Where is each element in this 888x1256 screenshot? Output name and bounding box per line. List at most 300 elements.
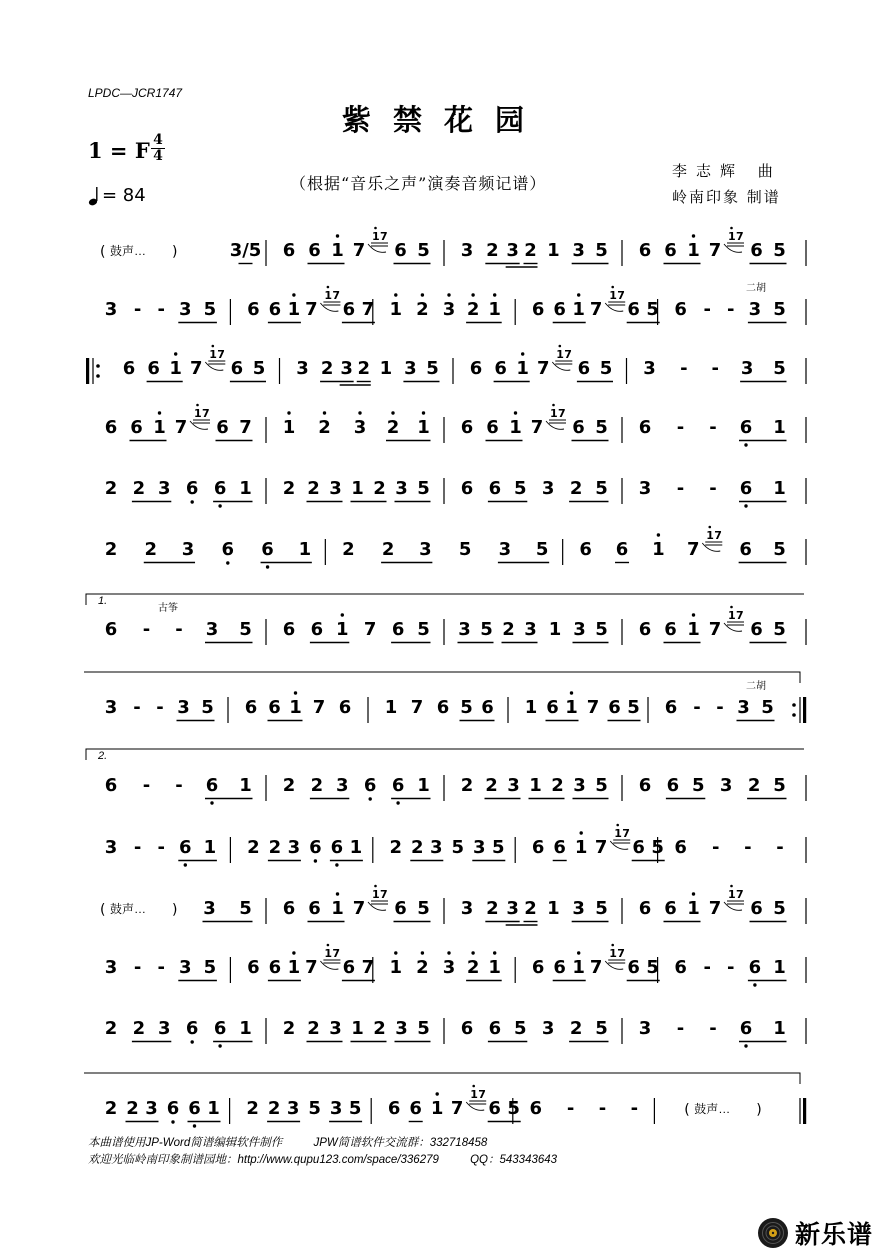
note: 6 (460, 1018, 474, 1039)
note: 3 (430, 837, 443, 858)
note: 6 (674, 299, 687, 320)
note: 5 (417, 478, 430, 499)
note: 6 (104, 775, 118, 796)
drum-cue-label: 鼓声… (110, 244, 147, 258)
footer-qq-note: QQ：543343643 (470, 1154, 558, 1166)
note: 6 (572, 417, 585, 438)
sustain-dash: - (133, 957, 142, 978)
note: 3 (286, 1098, 300, 1119)
sustain-dash: - (693, 697, 701, 718)
note: 1 (417, 417, 430, 438)
note: 2 (307, 1018, 320, 1039)
low-octave-dot (396, 801, 399, 804)
sustain-dash: - (133, 697, 141, 718)
svg-text:7: 7 (558, 407, 566, 420)
note: 1 (687, 898, 700, 919)
footer-software-note: 本曲谱使用JP-Word简谱编辑软件制作 (88, 1137, 283, 1149)
staff-line-11 (84, 880, 808, 936)
sustain-dash: - (157, 299, 165, 320)
note: 5 (203, 299, 217, 320)
sustain-dash: - (142, 775, 151, 796)
note: 6 (638, 417, 652, 438)
note: 3/5 (229, 240, 262, 261)
note: 3 (740, 358, 754, 379)
note: 6 (608, 697, 621, 718)
high-octave-dot (336, 892, 339, 895)
svg-text:(: ( (100, 902, 106, 918)
note: 7 (174, 417, 188, 438)
note: 7 (305, 299, 318, 320)
low-octave-dot (744, 443, 747, 446)
note: 6 (188, 1098, 201, 1119)
note: 1 (572, 299, 585, 320)
svg-text:7: 7 (380, 888, 388, 901)
note: 6 (213, 478, 227, 499)
note: 2 (282, 478, 296, 499)
erhu-label: 二胡 (746, 283, 766, 294)
note: 1 (351, 1018, 364, 1039)
note: 2 (486, 240, 499, 261)
note: 5 (458, 539, 472, 560)
note: 2 (357, 358, 371, 379)
note: 6 (247, 957, 260, 978)
quarter-note-icon (88, 186, 100, 206)
note: 3 (179, 957, 192, 978)
note: 3 (181, 539, 195, 560)
high-octave-dot (570, 691, 573, 694)
drum-cue-label: 鼓声… (110, 902, 147, 916)
note: 5 (417, 1018, 430, 1039)
note: 1 (287, 299, 301, 320)
note: 6 (553, 837, 566, 858)
sustain-dash: - (157, 957, 165, 978)
grace-note: 1 (470, 1088, 478, 1101)
note: 2 (310, 775, 324, 796)
note: 3 (460, 898, 474, 919)
svg-text:7: 7 (617, 947, 625, 960)
note: 1 (529, 775, 542, 796)
note: 2 (132, 1018, 146, 1039)
low-octave-dot (184, 863, 187, 866)
note: 3 (296, 358, 309, 379)
note: 6 (579, 539, 592, 560)
note: 1 (289, 697, 302, 718)
volta-1-label: 1. (98, 595, 108, 607)
svg-text:): ) (756, 1102, 762, 1118)
note: 2 (246, 1098, 259, 1119)
high-octave-dot (287, 411, 290, 414)
high-octave-dot (692, 234, 695, 237)
low-octave-dot (218, 504, 221, 507)
note: 2 (132, 478, 146, 499)
grace-note: 1 (372, 888, 380, 901)
svg-text:7: 7 (332, 289, 341, 302)
note: 6 (739, 539, 752, 560)
note: 6 (309, 837, 322, 858)
sustain-dash: - (744, 837, 752, 858)
high-octave-dot (394, 293, 397, 296)
note: 6 (213, 1018, 227, 1039)
note: 3 (524, 619, 537, 640)
note: 7 (537, 358, 550, 379)
note: 6 (674, 957, 687, 978)
note: 7 (190, 358, 203, 379)
svg-text:7: 7 (202, 407, 210, 420)
note: 1 (351, 478, 364, 499)
note: 3 (573, 775, 586, 796)
svg-text:7: 7 (714, 529, 722, 542)
note: 7 (363, 619, 377, 640)
arranger-credit: 岭南印象 制谱 (672, 188, 781, 206)
note: 5 (773, 240, 786, 261)
note: 5 (203, 957, 217, 978)
note: 7 (361, 299, 375, 320)
low-octave-dot (335, 863, 338, 866)
note: 2 (282, 1018, 296, 1039)
note: 6 (486, 417, 499, 438)
note: 7 (352, 240, 366, 261)
note: 6 (531, 957, 545, 978)
low-octave-dot (226, 561, 229, 564)
note: 5 (417, 240, 430, 261)
high-octave-dot (577, 293, 580, 296)
footer-line-1 (88, 1134, 487, 1150)
note: 6 (531, 837, 545, 858)
note: 6 (553, 957, 566, 978)
svg-text:7: 7 (736, 609, 744, 622)
staff-line-1 (84, 222, 808, 278)
sustain-dash: - (598, 1098, 607, 1119)
note: 2 (747, 775, 761, 796)
note: 6 (739, 478, 753, 499)
grace-note: 1 (324, 289, 333, 302)
grace-note: 1 (372, 230, 380, 243)
note: 5 (646, 299, 659, 320)
svg-text:7: 7 (478, 1088, 486, 1101)
high-octave-dot (436, 1092, 439, 1095)
time-signature-top: 4 (153, 132, 163, 148)
high-octave-dot (471, 293, 474, 296)
high-octave-dot (341, 613, 344, 616)
note: 6 (268, 299, 282, 320)
note: 1 (773, 1018, 786, 1039)
note: 5 (595, 775, 608, 796)
staff-line-5 (84, 460, 808, 516)
note: 3 (404, 358, 417, 379)
high-octave-dot (692, 613, 695, 616)
note: 6 (488, 1018, 502, 1039)
note: 6 (104, 417, 118, 438)
staff-line-14 (84, 1080, 808, 1136)
grace-note: 1 (728, 888, 736, 901)
high-octave-dot (521, 352, 524, 355)
note: 2 (569, 478, 583, 499)
note: 2 (247, 837, 260, 858)
note: 3 (573, 619, 586, 640)
note: 5 (507, 1098, 520, 1119)
note: 6 (268, 957, 282, 978)
note: 5 (480, 619, 493, 640)
note: 2 (416, 299, 429, 320)
composer-credit: 李志辉 曲 (672, 162, 782, 180)
grace-note: 1 (614, 827, 622, 840)
note: 6 (130, 417, 143, 438)
high-octave-dot (391, 411, 394, 414)
note: 3 (460, 240, 474, 261)
note: 3 (336, 775, 349, 796)
sustain-dash: - (776, 837, 784, 858)
high-octave-dot (422, 411, 425, 414)
note: 6 (577, 358, 591, 379)
note: 1 (379, 358, 393, 379)
note: 6 (308, 898, 321, 919)
note: 6 (185, 478, 199, 499)
note: 5 (773, 358, 786, 379)
note: 2 (466, 957, 480, 978)
note: 3 (473, 837, 486, 858)
note: 7 (589, 299, 603, 320)
high-octave-dot (657, 533, 660, 536)
low-octave-dot (753, 983, 756, 986)
note: 5 (417, 619, 430, 640)
svg-text:7: 7 (736, 230, 744, 243)
note: 7 (586, 697, 600, 718)
note: 3 (287, 837, 301, 858)
note: 7 (312, 697, 326, 718)
note: 6 (394, 898, 407, 919)
note: 6 (750, 619, 763, 640)
note: 6 (342, 299, 356, 320)
note: 1 (331, 240, 344, 261)
note: 2 (104, 478, 118, 499)
note: 2 (551, 775, 564, 796)
note: 6 (494, 358, 507, 379)
guzheng-label: 古筝 (158, 603, 178, 614)
svg-text:7: 7 (332, 947, 341, 960)
note: 5 (514, 1018, 527, 1039)
sustain-dash: - (175, 619, 183, 640)
note: 5 (492, 837, 505, 858)
note: 5 (239, 898, 252, 919)
note: 3 (329, 1098, 343, 1119)
note: 7 (708, 619, 722, 640)
note: 3 (442, 957, 456, 978)
note: 3 (104, 299, 118, 320)
note: 6 (268, 697, 281, 718)
note: 5 (417, 898, 430, 919)
high-octave-dot (292, 293, 295, 296)
note: 1 (287, 957, 301, 978)
note: 2 (126, 1098, 139, 1119)
note: 2 (389, 837, 403, 858)
note: 2 (466, 299, 480, 320)
low-octave-dot (191, 1040, 194, 1043)
note: 2 (104, 1098, 118, 1119)
note: 6 (488, 478, 502, 499)
note: 5 (595, 417, 608, 438)
sustain-dash: - (727, 299, 735, 320)
note: 7 (450, 1098, 464, 1119)
note: 6 (185, 1018, 199, 1039)
note: 1 (773, 478, 786, 499)
note: 3 (442, 299, 456, 320)
score-code: LPDC—JCR1747 (88, 86, 183, 100)
note: 5 (595, 478, 608, 499)
note: 5 (595, 898, 608, 919)
note: 1 (773, 417, 786, 438)
note: 7 (352, 898, 366, 919)
note: 6 (553, 299, 566, 320)
note: 1 (331, 898, 344, 919)
sustain-dash: - (709, 478, 717, 499)
vinyl-record-icon (757, 1217, 789, 1249)
low-octave-dot (210, 801, 213, 804)
note: 5 (646, 957, 659, 978)
note: 2 (524, 898, 537, 919)
note: 3 (419, 539, 432, 560)
note: 5 (348, 1098, 362, 1119)
grace-note: 1 (324, 947, 333, 960)
erhu-label-2: 二胡 (746, 681, 766, 692)
note: 5 (201, 697, 214, 718)
footer-group-note: JPW简谱软件交流群：332718458 (313, 1137, 488, 1149)
high-octave-dot (174, 352, 177, 355)
grace-note: 1 (609, 289, 617, 302)
note: 6 (739, 1018, 753, 1039)
note: 5 (627, 697, 640, 718)
note: 7 (305, 957, 318, 978)
note: 7 (687, 539, 700, 560)
note: 1 (548, 619, 562, 640)
note: 7 (708, 240, 722, 261)
staff-line-3 (84, 340, 808, 396)
note: 6 (282, 240, 296, 261)
note: 6 (748, 957, 762, 978)
note: 6 (104, 619, 118, 640)
note: 1 (488, 957, 501, 978)
note: 3 (506, 898, 519, 919)
note: 5 (773, 539, 786, 560)
sustain-dash: - (727, 957, 735, 978)
note: 2 (386, 417, 400, 438)
sustain-dash: - (711, 837, 720, 858)
grace-note: 1 (706, 529, 714, 542)
note: 6 (488, 1098, 501, 1119)
drum-cue (684, 1101, 761, 1118)
note: 6 (310, 619, 324, 640)
sustain-dash: - (716, 697, 724, 718)
note: 6 (216, 417, 229, 438)
note: 6 (664, 619, 677, 640)
note: 1 (488, 299, 501, 320)
note: 1 (572, 957, 585, 978)
sustain-dash: - (711, 358, 719, 379)
high-octave-dot (358, 411, 361, 414)
note: 6 (469, 358, 483, 379)
note: 2 (268, 837, 282, 858)
note: 2 (307, 478, 320, 499)
grace-note: 1 (728, 609, 736, 622)
note: 6 (338, 697, 352, 718)
note: 5 (773, 898, 786, 919)
high-octave-dot (493, 951, 496, 954)
svg-text:): ) (172, 244, 178, 260)
note: 2 (104, 539, 118, 560)
note: 6 (166, 1098, 180, 1119)
grace-note: 1 (556, 348, 564, 361)
note: 6 (638, 240, 652, 261)
sustain-dash: - (133, 299, 142, 320)
note: 6 (481, 697, 494, 718)
note: 3 (643, 358, 656, 379)
final-bracket (84, 1070, 808, 1086)
note: 1 (652, 539, 665, 560)
note: 2 (144, 539, 158, 560)
sustain-dash: - (156, 697, 164, 718)
sustain-dash: - (676, 417, 685, 438)
note: 1 (239, 775, 252, 796)
high-octave-dot (421, 293, 424, 296)
note: 3 (541, 478, 555, 499)
note: 6 (247, 299, 260, 320)
note: 6 (394, 240, 407, 261)
svg-text:(: ( (684, 1102, 690, 1118)
note: 2 (411, 837, 424, 858)
site-logo[interactable] (757, 1215, 873, 1251)
note: 5 (451, 837, 465, 858)
note: 5 (252, 358, 266, 379)
note: 2 (318, 417, 331, 438)
note: 1 (687, 619, 700, 640)
note: 6 (205, 775, 219, 796)
note: 5 (426, 358, 439, 379)
note: 6 (391, 775, 405, 796)
svg-text:7: 7 (617, 289, 625, 302)
note: 6 (638, 898, 652, 919)
sustain-dash: - (680, 358, 688, 379)
note: 6 (179, 837, 192, 858)
volta-bracket-1 (84, 591, 808, 607)
high-octave-dot (294, 691, 297, 694)
subtitle: （根据“音乐之声”演奏音频记谱） (290, 174, 547, 193)
note: 7 (410, 697, 424, 718)
note: 6 (750, 240, 763, 261)
note: 1 (384, 697, 398, 718)
logo-text: 新乐谱 (795, 1220, 874, 1249)
high-octave-dot (577, 951, 580, 954)
note: 1 (203, 837, 217, 858)
note: 5 (692, 775, 705, 796)
note: 1 (547, 898, 560, 919)
note: 3 (203, 898, 216, 919)
note: 2 (342, 539, 355, 560)
high-octave-dot (323, 411, 326, 414)
note: 1 (207, 1098, 220, 1119)
note: 6 (122, 358, 136, 379)
sustain-dash: - (133, 837, 142, 858)
note: 6 (244, 697, 258, 718)
sustain-dash: - (630, 1098, 639, 1119)
staff-line-6 (84, 521, 808, 577)
sustain-dash: - (703, 957, 711, 978)
svg-text:7: 7 (736, 888, 744, 901)
note: 3 (158, 1018, 171, 1039)
sustain-dash: - (703, 299, 711, 320)
note: 1 (687, 240, 700, 261)
page-title: 紫禁花园 (341, 103, 546, 137)
staff-line-4 (84, 399, 808, 455)
time-signature-bottom: 4 (153, 148, 163, 164)
